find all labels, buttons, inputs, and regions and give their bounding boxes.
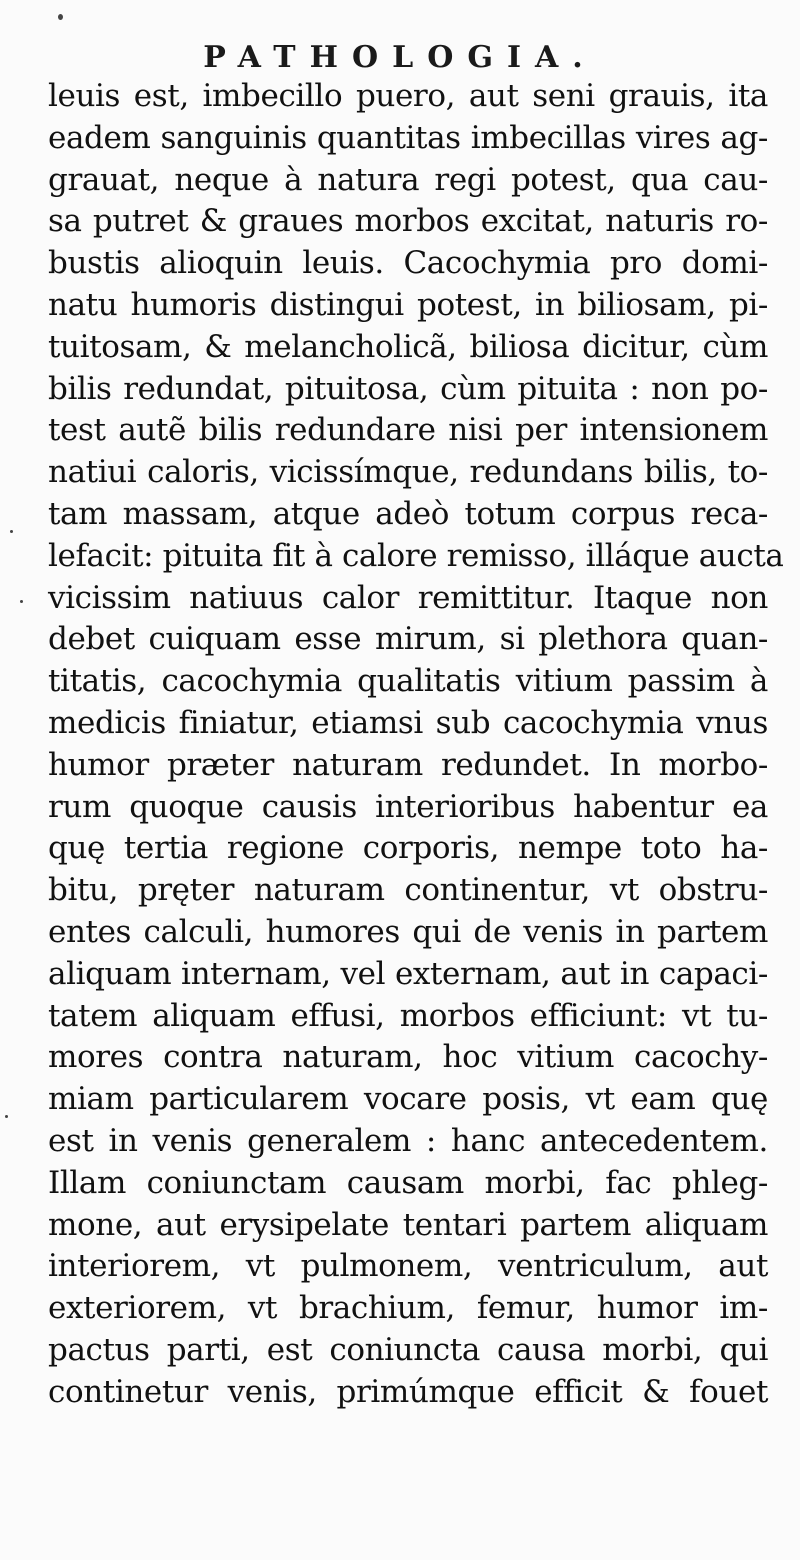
text-line: bitu, pręter naturam continentur, vt obstru-	[48, 872, 768, 909]
text-line: exteriorem, vt brachium, femur, humor im-	[48, 1290, 768, 1327]
text-line: pactus parti, est coniuncta causa morbi, qui	[48, 1331, 768, 1368]
text-line: interiorem, vt pulmonem, ventriculum, aut	[48, 1248, 768, 1285]
text-line: humor præter naturam redundet. In morbo-	[48, 746, 768, 783]
text-line: titatis, cacochymia qualitatis vitium passim à	[48, 663, 768, 700]
ink-speck	[10, 530, 13, 533]
text-line: mores contra naturam, hoc vitium cacochy-	[48, 1039, 768, 1076]
text-line: tatem aliquam effusi, morbos efficiunt: vt tu-	[48, 997, 768, 1034]
text-line: eadem sanguinis quantitas imbecillas vires ag-	[48, 119, 768, 156]
text-line: tuitosam, & melancholicã, biliosa dicitur, cùm	[48, 328, 768, 365]
text-line: sa putret & graues morbos excitat, naturis ro-	[48, 203, 768, 240]
text-line: vicissim natiuus calor remittitur. Itaque non	[48, 579, 768, 616]
text-line: miam particularem vocare posis, vt eam quę	[48, 1081, 768, 1118]
text-line: Illam coniunctam causam morbi, fac phleg-	[48, 1164, 768, 1201]
text-line: medicis finiatur, etiamsi sub cacochymia vnus	[48, 704, 768, 741]
text-block	[48, 76, 784, 1414]
text-line: natiui caloris, vicissímque, redundans bilis, to-	[48, 454, 768, 491]
text-line: bilis redundat, pituitosa, cùm pituita : non po-	[48, 370, 768, 407]
text-line: est in venis generalem : hanc antecedentem.	[48, 1122, 768, 1159]
text-line: debet cuiquam esse mirum, si plethora quan-	[48, 621, 768, 658]
text-line: lefacit: pituita fit à calore remisso, illáque aucta	[48, 537, 784, 574]
text-line: natu humoris distingui potest, in biliosam, pi-	[48, 286, 768, 323]
text-line: continetur venis, primúmque efficit & fouet	[48, 1373, 768, 1410]
text-line: leuis est, imbecillo puero, aut seni grauis, ita	[48, 78, 768, 114]
text-line: grauat, neque à natura regi potest, qua cau-	[48, 161, 768, 198]
running-head: PATHOLOGIA.	[203, 40, 597, 75]
text-line: mone, aut erysipelate tentari partem aliquam	[48, 1206, 768, 1243]
ink-speck	[58, 14, 63, 20]
ink-speck	[20, 600, 23, 603]
text-line: aliquam internam, vel externam, aut in capaci-	[48, 955, 768, 992]
text-line: test autẽ bilis redundare nisi per intensionem	[48, 412, 768, 449]
text-line: quę tertia regione corporis, nempe toto ha-	[48, 830, 768, 867]
text-line: entes calculi, humores qui de venis in partem	[48, 913, 768, 950]
ink-speck	[5, 1115, 8, 1118]
text-line: bustis alioquin leuis. Cacochymia pro domi-	[48, 245, 768, 282]
text-line: tam massam, atque adeò totum corpus reca-	[48, 495, 768, 532]
text-line: rum quoque causis interioribus habentur ea	[48, 788, 768, 825]
